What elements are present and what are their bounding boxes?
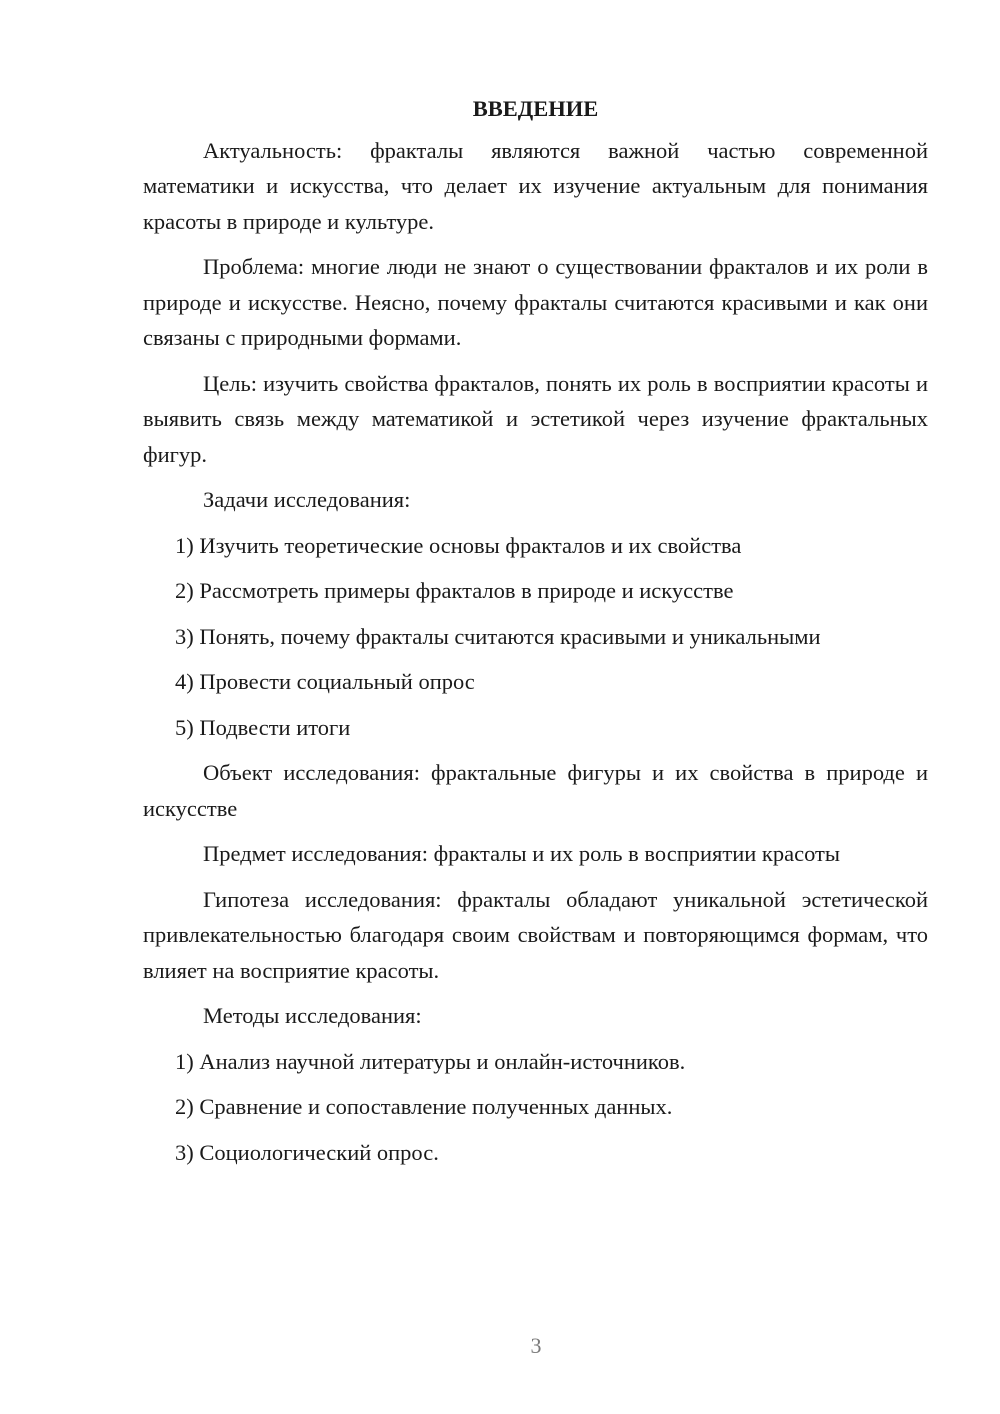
page-number: 3 bbox=[530, 1333, 542, 1358]
method-item: 3) Социологический опрос. bbox=[175, 1139, 439, 1165]
section-title: ВВЕДЕНИЕ bbox=[472, 96, 599, 121]
relevance-paragraph: Актуальность: фракталы являются важной частью современной математики и искусства, что делает их изучение актуальным для понимания красоты в природе и культуре. bbox=[143, 137, 928, 234]
object-paragraph: Объект исследования: фрактальные фигуры и их свойства в природе и искусстве bbox=[143, 760, 928, 821]
tasks-heading: Задачи исследования: bbox=[203, 487, 411, 512]
document-body bbox=[143, 91, 928, 1180]
method-item: 1) Анализ научной литературы и онлайн-источников. bbox=[175, 1048, 686, 1074]
subject-paragraph: Предмет исследования: фракталы и их роль в восприятии красоты bbox=[203, 841, 840, 866]
task-item: 2) Рассмотреть примеры фракталов в природе и искусстве bbox=[175, 578, 734, 603]
method-item: 2) Сравнение и сопоставление полученных данных. bbox=[175, 1094, 673, 1119]
problem-paragraph: Проблема: многие люди не знают о существовании фракталов и их роли в природе и искусстве. Неясно, почему фракталы считаются красивыми и как они связаны с природными формами. bbox=[143, 254, 928, 350]
goal-paragraph: Цель: изучить свойства фракталов, понять их роль в восприятии красоты и выявить связь между математикой и эстетикой через изучение фрактальных фигур. bbox=[143, 370, 928, 467]
task-item: 4) Провести социальный опрос bbox=[175, 669, 475, 694]
hypothesis-paragraph: Гипотеза исследования: фракталы обладают уникальной эстетической привлекательностью благодаря своим свойствам и повторяющимся формам, что влияет на восприятие красоты. bbox=[143, 886, 928, 983]
task-item: 1) Изучить теоретические основы фракталов и их свойства bbox=[175, 532, 742, 558]
task-item: 5) Подвести итоги bbox=[175, 714, 351, 740]
methods-heading: Методы исследования: bbox=[203, 1003, 422, 1028]
task-item: 3) Понять, почему фракталы считаются красивыми и уникальными bbox=[175, 623, 821, 649]
